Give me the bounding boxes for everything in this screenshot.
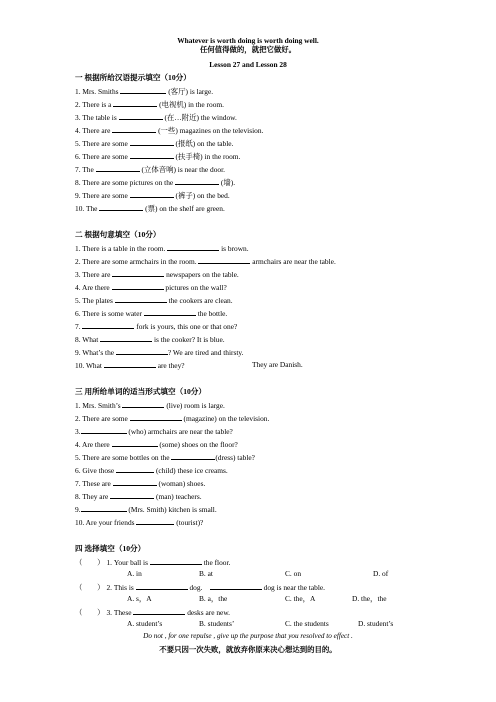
- section1-title: 一 根据所给汉语提示填空（10分）: [75, 73, 191, 82]
- s4-option[interactable]: B. at: [199, 569, 213, 578]
- s1-item-7: 7. The (立体音响) is near the door.: [75, 165, 226, 174]
- answer-blank[interactable]: [100, 334, 152, 342]
- section3-title: 三 用所给单词的适当形式填空（10分）: [75, 387, 206, 396]
- s4-item-3: （ ） 3. These desks are new.: [75, 608, 231, 617]
- answer-blank[interactable]: [104, 360, 156, 368]
- answer-blank[interactable]: [96, 164, 140, 172]
- s1-item-5: 5. There are some (报纸) on the table.: [75, 139, 234, 148]
- s2-item-10: 10. What are they?: [75, 361, 185, 370]
- answer-blank[interactable]: [112, 269, 164, 277]
- s2-item-10-answer: They are Danish.: [252, 360, 303, 369]
- answer-blank[interactable]: [99, 203, 143, 211]
- answer-blank[interactable]: [133, 607, 185, 615]
- s4-option[interactable]: C. the students: [285, 619, 329, 628]
- s4-item-2: （ ） 2. This is dog. dog is near the table.: [75, 583, 326, 592]
- s4-option[interactable]: C. on: [285, 569, 302, 578]
- answer-blank[interactable]: [81, 504, 127, 512]
- s1-item-10: 10. The (票) on the shelf are green.: [75, 204, 225, 213]
- s2-item-5: 5. The plates the cookers are clean.: [75, 296, 233, 305]
- answer-blank[interactable]: [130, 138, 174, 146]
- s3-item-8: 8. They are (man) teachers.: [75, 492, 202, 501]
- answer-paren[interactable]: （ ）: [75, 608, 105, 617]
- answer-blank[interactable]: [171, 452, 215, 460]
- answer-blank[interactable]: [82, 321, 134, 329]
- motto-cn: 任何值得做的，就把它做好。: [199, 45, 297, 54]
- answer-blank[interactable]: [112, 125, 156, 133]
- s2-item-9: 9. What’s the ? We are tired and thirsty.: [75, 348, 244, 357]
- answer-blank[interactable]: [150, 557, 202, 565]
- s1-item-3: 3. The table is (在…附近) the window.: [75, 113, 237, 122]
- answer-blank[interactable]: [167, 243, 219, 251]
- answer-blank[interactable]: [130, 413, 182, 421]
- answer-paren[interactable]: （ ）: [75, 558, 105, 567]
- answer-blank[interactable]: [136, 582, 188, 590]
- s2-item-6: 6. There is some water the bottle.: [75, 309, 228, 318]
- s1-item-1: 1. Mrs. Smiths (客厅) is large.: [75, 87, 214, 96]
- motto-en: Whatever is worth doing is worth doing well.: [177, 36, 319, 45]
- s3-item-10: 10. Are your friends (tourist)?: [75, 518, 204, 527]
- s4-item-1: （ ） 1. Your ball is the floor.: [75, 558, 231, 567]
- answer-blank[interactable]: [81, 426, 127, 434]
- s4-option[interactable]: B. a，the: [199, 594, 228, 603]
- answer-blank[interactable]: [119, 112, 163, 120]
- section2-title: 二 根据句意填空（10分）: [75, 230, 161, 239]
- s4-option[interactable]: C. the，A: [285, 594, 316, 603]
- answer-blank[interactable]: [120, 86, 166, 94]
- footer-quote-cn: 不要只因一次失败，就放弃你原来决心想达到的目的。: [159, 645, 337, 654]
- s3-item-4: 4. Are there (some) shoes on the floor?: [75, 440, 238, 449]
- s1-item-6: 6. There are some (扶手椅) in the room.: [75, 152, 241, 161]
- s3-item-2: 2. There are some (magazine) on the television.: [75, 414, 270, 423]
- s1-item-8: 8. There are some pictures on the (墙).: [75, 178, 236, 187]
- s4-option[interactable]: D. the，the: [352, 594, 387, 603]
- answer-blank[interactable]: [198, 256, 250, 264]
- answer-blank[interactable]: [115, 295, 167, 303]
- footer-quote-en: Do not , for one repulse , give up the purpose that you resolved to effect .: [143, 632, 353, 640]
- answer-blank[interactable]: [112, 439, 158, 447]
- answer-blank[interactable]: [122, 400, 164, 408]
- s2-item-7: 7. fork is yours, this one or that one?: [75, 322, 238, 331]
- answer-blank[interactable]: [130, 190, 174, 198]
- answer-blank[interactable]: [175, 177, 219, 185]
- s2-item-1: 1. There is a table in the room. is brown.: [75, 244, 249, 253]
- s2-item-3: 3. There are newspapers on the table.: [75, 270, 239, 279]
- s1-item-9: 9. There are some (裤子) on the bed.: [75, 191, 230, 200]
- answer-blank[interactable]: [113, 478, 157, 486]
- answer-blank[interactable]: [116, 465, 154, 473]
- answer-paren[interactable]: （ ）: [75, 583, 105, 592]
- section4-title: 四 选择填空（10分）: [75, 544, 146, 553]
- answer-blank[interactable]: [116, 347, 168, 355]
- answer-blank[interactable]: [144, 308, 196, 316]
- s4-option[interactable]: A. student’s: [127, 619, 163, 628]
- s2-item-8: 8. What is the cooker? It is blue.: [75, 335, 225, 344]
- answer-blank[interactable]: [112, 282, 164, 290]
- s1-item-2: 2. There is a (电视机) in the room.: [75, 100, 224, 109]
- answer-blank[interactable]: [136, 517, 174, 525]
- answer-blank[interactable]: [130, 151, 174, 159]
- s4-option[interactable]: B. students’: [199, 619, 235, 628]
- s4-option[interactable]: A. in: [127, 569, 142, 578]
- s3-item-9: 9. (Mrs. Smith) kitchen is small.: [75, 505, 217, 514]
- s3-item-7: 7. These are (woman) shoes.: [75, 479, 206, 488]
- s4-option[interactable]: D. of: [373, 569, 389, 578]
- s3-item-3: 3. (who) armchairs are near the table?: [75, 427, 233, 436]
- s4-option[interactable]: A. s，A: [127, 594, 152, 603]
- s1-item-4: 4. There are (一些) magazines on the television.: [75, 126, 264, 135]
- s3-item-5: 5. There are some bottles on the (dress) table?: [75, 453, 255, 462]
- answer-blank[interactable]: [110, 491, 154, 499]
- answer-blank[interactable]: [113, 99, 157, 107]
- s3-item-6: 6. Give those (child) these ice creams.: [75, 466, 228, 475]
- s2-item-2: 2. There are some armchairs in the room. armchairs are near the table.: [75, 257, 336, 266]
- s2-item-4: 4. Are there pictures on the wall?: [75, 283, 227, 292]
- s4-option[interactable]: D. student’s: [358, 619, 394, 628]
- s3-item-1: 1. Mrs. Smith’s (live) room is large.: [75, 401, 225, 410]
- lesson-title: Lesson 27 and Lesson 28: [209, 60, 287, 69]
- answer-blank[interactable]: [210, 582, 262, 590]
